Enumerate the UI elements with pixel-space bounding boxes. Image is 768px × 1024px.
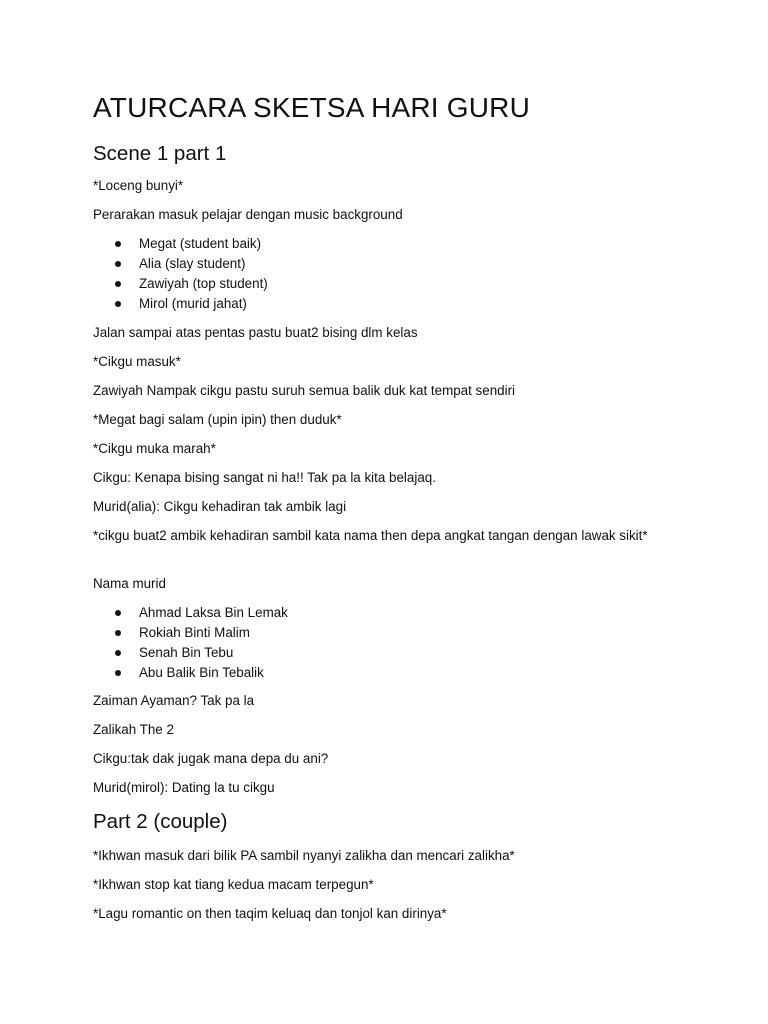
list-item bbox=[93, 623, 288, 643]
paragraph-perarakan: Perarakan masuk pelajar dengan music background bbox=[93, 207, 403, 222]
list-item-text: Mirol (murid jahat) bbox=[139, 296, 247, 311]
paragraph-cikgu-kenapa: Cikgu: Kenapa bising sangat ni ha!! Tak pa la kita belajaq. bbox=[93, 470, 436, 485]
paragraph-murid-mirol: Murid(mirol): Dating la tu cikgu bbox=[93, 780, 275, 795]
list-item-text: Zawiyah (top student) bbox=[139, 276, 268, 291]
paragraph-murid-alia: Murid(alia): Cikgu kehadiran tak ambik lagi bbox=[93, 499, 347, 514]
names-list bbox=[93, 603, 288, 683]
paragraph-cikgu-masuk: *Cikgu masuk* bbox=[93, 354, 181, 369]
bullet-icon bbox=[115, 241, 121, 247]
bullet-icon bbox=[115, 630, 121, 636]
paragraph-kehadiran: *cikgu buat2 ambik kehadiran sambil kata nama then depa angkat tangan dengan lawak sikit* bbox=[93, 528, 648, 543]
paragraph-jalan: Jalan sampai atas pentas pastu buat2 bising dlm kelas bbox=[93, 325, 418, 340]
list-item-text: Senah Bin Tebu bbox=[139, 645, 234, 660]
bullet-icon bbox=[115, 650, 121, 656]
paragraph-zalikah: Zalikah The 2 bbox=[93, 722, 174, 737]
paragraph-ikhwan-masuk: *Ikhwan masuk dari bilik PA sambil nyanyi zalikha dan mencari zalikha* bbox=[93, 848, 515, 863]
paragraph-loceng: *Loceng bunyi* bbox=[93, 178, 184, 193]
list-item-text: Megat (student baik) bbox=[139, 236, 262, 251]
list-item-text: Rokiah Binti Malim bbox=[139, 625, 250, 640]
bullet-icon bbox=[115, 610, 121, 616]
list-item-text: Abu Balik Bin Tebalik bbox=[139, 665, 264, 680]
paragraph-megat-salam: *Megat bagi salam (upin ipin) then duduk* bbox=[93, 412, 342, 427]
list-item bbox=[93, 294, 268, 314]
paragraph-lagu: *Lagu romantic on then taqim keluaq dan tonjol kan dirinya* bbox=[93, 906, 447, 921]
paragraph-cikgu-tak-dak: Cikgu:tak dak jugak mana depa du ani? bbox=[93, 751, 329, 766]
paragraph-cikgu-marah: *Cikgu muka marah* bbox=[93, 441, 216, 456]
paragraph-zawiyah: Zawiyah Nampak cikgu pastu suruh semua balik duk kat tempat sendiri bbox=[93, 383, 516, 398]
paragraph-nama-murid: Nama murid bbox=[93, 576, 166, 591]
bullet-icon bbox=[115, 261, 121, 267]
paragraph-ikhwan-stop: *Ikhwan stop kat tiang kedua macam terpegun* bbox=[93, 877, 374, 892]
bullet-icon bbox=[115, 301, 121, 307]
list-item bbox=[93, 603, 288, 623]
list-item bbox=[93, 254, 268, 274]
student-list bbox=[93, 234, 268, 314]
list-item-text: Ahmad Laksa Bin Lemak bbox=[139, 605, 288, 620]
list-item-text: Alia (slay student) bbox=[139, 256, 246, 271]
list-item bbox=[93, 234, 268, 254]
part-2-heading: Part 2 (couple) bbox=[93, 810, 228, 833]
document-title: ATURCARA SKETSA HARI GURU bbox=[93, 92, 531, 123]
bullet-icon bbox=[115, 281, 121, 287]
list-item bbox=[93, 663, 288, 683]
scene-1-heading: Scene 1 part 1 bbox=[93, 142, 227, 165]
bullet-icon bbox=[115, 670, 121, 676]
list-item bbox=[93, 274, 268, 294]
paragraph-zaiman: Zaiman Ayaman? Tak pa la bbox=[93, 693, 255, 708]
list-item bbox=[93, 643, 288, 663]
